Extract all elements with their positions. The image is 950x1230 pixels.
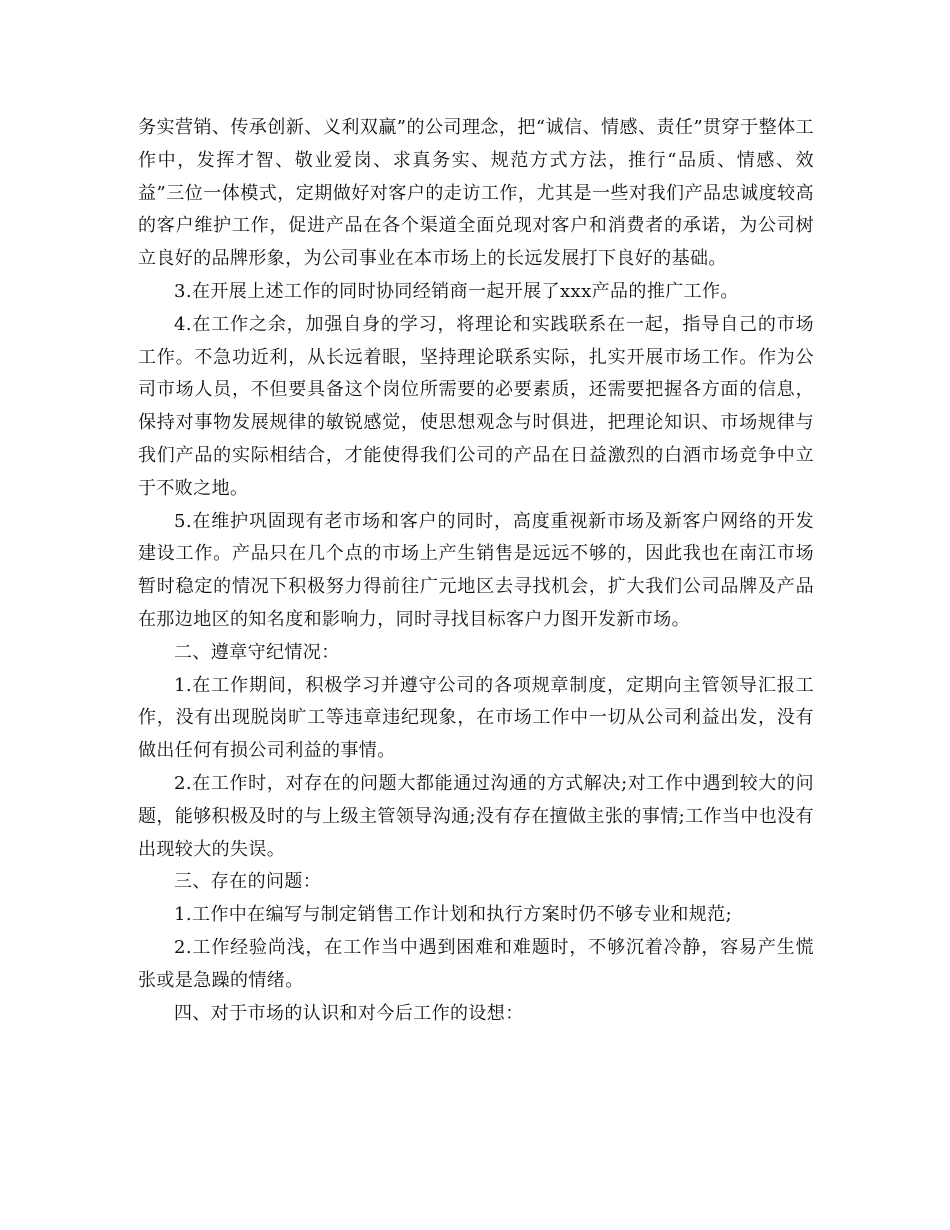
paragraph-continuation: 务实营销、传承创新、义利双赢”的公司理念，把“诚信、情感、责任”贯穿于整体工作中，发挥才智、敬业爱岗、求真务实、规范方式方法，推行“品质、情感、效益”三位一体模式，定期做好对客户的走访工作，尤其是一些对我们产品忠诚度较高的客户维护工作，促进产品在各个渠道全面兑现对客户和消费者的承诺，为公司树立良好的品牌形象，为公司事业在本市场上的长远发展打下良好的基础。	[138, 117, 814, 270]
paragraph-discipline-1: 1.在工作期间，积极学习并遵守公司的各项规章制度，定期向主管领导汇报工作，没有出现脱岗旷工等违章违纪现象，在市场工作中一切从公司利益出发，没有做出任何有损公司利益的事情。	[138, 674, 814, 762]
paragraph-problem-2: 2.工作经验尚浅，在工作当中遇到困难和难题时，不够沉着冷静，容易产生慌张或是急躁的情绪。	[138, 936, 814, 991]
paragraph-problem-1: 1.工作中在编写与制定销售工作计划和执行方案时仍不够专业和规范;	[174, 904, 733, 926]
section-heading-problems: 三、存在的问题：	[174, 871, 322, 893]
paragraph-item-3: 3.在开展上述工作的同时协同经销商一起开展了xxx产品的推广工作。	[174, 280, 739, 302]
paragraph-item-4: 4.在工作之余，加强自身的学习，将理论和实践联系在一起，指导自己的市场工作。不急功近利，从长远着眼，坚持理论联系实际，扎实开展市场工作。作为公司市场人员，不但要具备这个岗位所需要的必要素质，还需要把握各方面的信息，保持对事物发展规律的敏锐感觉，使思想观念与时俱进，把理论知识、市场规律与我们产品的实际相结合，才能使得我们公司的产品在日益激烈的白酒市场竞争中立于不败之地。	[138, 313, 814, 499]
paragraph-discipline-2: 2.在工作时，对存在的问题大都能通过沟通的方式解决;对工作中遇到较大的问题，能够积极及时的与上级主管领导沟通;没有存在擅做主张的事情;工作当中也没有出现较大的失误。	[138, 772, 814, 860]
section-heading-discipline: 二、遵章守纪情况：	[174, 641, 340, 663]
document-body	[138, 112, 814, 1030]
paragraph-item-5: 5.在维护巩固现有老市场和客户的同时，高度重视新市场及新客户网络的开发建设工作。产品只在几个点的市场上产生销售是远远不够的，因此我也在南江市场暂时稳定的情况下积极努力得前往广元地区去寻找机会，扩大我们公司品牌及产品在那边地区的知名度和影响力，同时寻找目标客户力图开发新市场。	[138, 510, 814, 630]
section-heading-outlook: 四、对于市场的认识和对今后工作的设想：	[174, 1002, 524, 1024]
